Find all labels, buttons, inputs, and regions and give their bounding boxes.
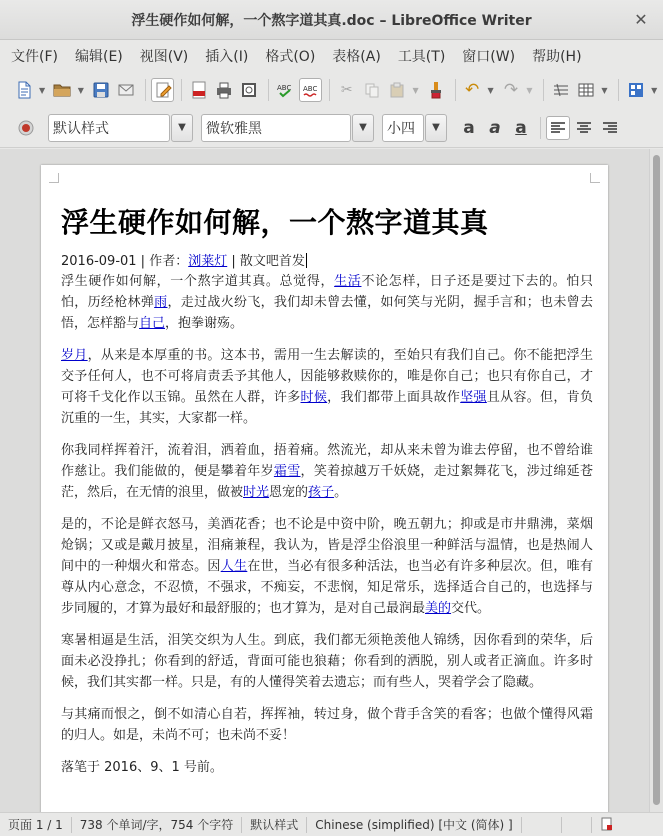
- email-icon[interactable]: [115, 78, 138, 102]
- hyperlink-icon[interactable]: [549, 78, 572, 102]
- toolbar-separator: [268, 79, 269, 101]
- paste-icon[interactable]: [386, 78, 409, 102]
- paragraph-text: ，走过战火纷飞，我们却未曾去懂，如何笑与光阴，握手言和；也未曾去悟，怎样豁与: [61, 295, 593, 331]
- chevron-down-icon: ▼: [359, 122, 367, 133]
- chevron-down-icon[interactable]: ▼: [601, 85, 608, 95]
- font-name-dropdown[interactable]: [352, 114, 374, 142]
- chevron-down-icon[interactable]: ▼: [526, 85, 533, 95]
- toolbar-separator: [329, 79, 330, 101]
- menu-edit[interactable]: 编辑(E): [74, 49, 123, 65]
- export-pdf-icon[interactable]: [187, 78, 210, 102]
- paragraph-style-dropdown[interactable]: [171, 114, 193, 142]
- status-page-style[interactable]: 默认样式: [242, 817, 307, 833]
- document-page[interactable]: [41, 165, 608, 812]
- status-page[interactable]: 页面 1 / 1: [0, 817, 72, 833]
- paragraph-text: 浮生硬作如何解，一个熬字道其真。总觉得，: [61, 274, 335, 289]
- chevron-down-icon[interactable]: ▼: [412, 85, 419, 95]
- menu-insert[interactable]: 插入(I): [205, 49, 249, 65]
- paragraph-text: 寒暑相逼是生活，泪笑交织为人生。到底，我们都无须艳羡他人锦绣，因你看到的荣华，后面未必没挣扎；你看到的舒适，背面可能也狼藉；你看到的洒脱，别人或者正滴血。许多时候，我们其实都一样。只是，有的人懂得笑着去遗忘；而有些人，哭着学会了隐藏。: [61, 633, 593, 690]
- page-corner-mark: [49, 173, 59, 183]
- save-icon[interactable]: [90, 78, 113, 102]
- status-language[interactable]: Chinese (simplified) [中文 (简体) ]: [307, 817, 521, 833]
- redo-icon[interactable]: ↷: [503, 80, 519, 100]
- document-heading: 浮生硬作如何解，一个熬字道其真: [61, 206, 489, 239]
- author-link[interactable]: 浏莱灯: [188, 254, 228, 269]
- paragraph-text: 。: [334, 485, 348, 500]
- chevron-down-icon[interactable]: ▼: [487, 85, 494, 95]
- align-left-icon[interactable]: [546, 116, 570, 140]
- close-icon[interactable]: ✕: [634, 10, 648, 29]
- menu-format[interactable]: 格式(O): [265, 49, 316, 65]
- document-meta: [61, 253, 593, 271]
- paragraph-text: 是的，不论是鲜衣怒马，美酒花香；也不论是中资中阶，晚五朝九；抑或是市井鼎沸，菜烟炝锅；又或是戴月披星，泪痛兼程，我认为，皆是浮尘俗浪里一种鲜活与温情，也是热闹人间中的一种烟火和常态。因: [61, 517, 593, 574]
- paragraph-text: 恩宠的: [269, 485, 309, 500]
- menu-bar: [0, 40, 663, 72]
- paragraph-text: 交代。: [451, 601, 491, 616]
- new-document-icon[interactable]: [12, 78, 35, 102]
- cut-icon[interactable]: ✂: [340, 82, 353, 98]
- spellcheck-icon[interactable]: [274, 78, 297, 102]
- bold-icon[interactable]: a: [463, 117, 475, 138]
- inline-link[interactable]: 生活: [334, 274, 362, 289]
- inline-link[interactable]: 雨: [154, 295, 168, 310]
- clone-formatting-icon[interactable]: [424, 78, 447, 102]
- chevron-down-icon[interactable]: ▼: [651, 85, 658, 95]
- toolbar-separator: [540, 117, 541, 139]
- inline-link[interactable]: 时光: [243, 485, 270, 500]
- paragraph-text: 在世，当必有很多种活法，也当必有许多种层次。但，唯有尊从内心意念，不忍愤，不强求，不痴妄，不悲悯，知足常乐，选择适合自己的，也选择与步同履的，才算为最好和最舒服的；也才算为，是对自己最润最: [61, 559, 593, 616]
- status-insert-mode[interactable]: [522, 817, 562, 833]
- document-area[interactable]: [0, 149, 649, 812]
- font-size-dropdown[interactable]: [425, 114, 447, 142]
- paragraph-6: 与其痛而恨之，倒不如清心自若，挥挥袖，转过身，做个背手含笑的看客；也做个懂得风霜的归人。如是，未尚不可；也未尚不妥！: [61, 707, 593, 743]
- inline-link[interactable]: 自己: [139, 316, 166, 331]
- paragraph-text: ，笑着掠越万千妖娆，走过絮舞花飞，涉过绵延苍茫，然后，在无情的浪里，做被: [61, 464, 593, 500]
- toolbar-separator: [181, 79, 182, 101]
- font-name-value: 微软雅黑: [206, 120, 262, 137]
- scrollbar-thumb[interactable]: [653, 155, 660, 805]
- paragraph-text: 且从容。但，肯负沉重的一生，其实，大家都一样。: [61, 390, 593, 426]
- meta-date: 2016-09-01 | 作者：: [61, 254, 189, 269]
- font-size-combo[interactable]: [382, 114, 424, 142]
- standard-toolbar: [0, 72, 663, 108]
- styles-icon[interactable]: [14, 116, 38, 140]
- document-modified-icon[interactable]: [592, 817, 622, 833]
- paragraph-text: 你我同样挥着汗，流着泪，洒着血，捂着痛。然流光，却从来未曾为谁去停留，也不曾给谁作慈让。我们能做的，便是攀着年岁: [61, 443, 593, 479]
- inline-link[interactable]: 霜雪: [273, 464, 301, 479]
- chevron-down-icon[interactable]: ▼: [77, 85, 84, 95]
- undo-icon[interactable]: ↶: [465, 80, 480, 100]
- inline-link[interactable]: 美的: [425, 601, 452, 616]
- menu-help[interactable]: 帮助(H): [532, 49, 582, 65]
- chevron-down-icon[interactable]: ▼: [38, 85, 46, 95]
- window-title: 浮生硬作如何解，一个熬字道其真.doc – LibreOffice Writer: [131, 12, 532, 29]
- table-icon[interactable]: [574, 78, 597, 102]
- toolbar-separator: [455, 79, 456, 101]
- menu-tools[interactable]: 工具(T): [397, 49, 446, 65]
- inline-link[interactable]: 孩子: [308, 485, 335, 500]
- paragraph-7: 落笔于 2016、9、1 号前。: [61, 760, 223, 775]
- navigator-icon[interactable]: [624, 78, 647, 102]
- inline-link[interactable]: 岁月: [61, 348, 88, 363]
- menu-window[interactable]: 窗口(W): [462, 49, 516, 65]
- page-corner-mark: [590, 173, 600, 183]
- status-word-count[interactable]: 738 个单词/字，754 个字符: [72, 817, 242, 833]
- meta-source: | 散文吧首发: [227, 254, 305, 269]
- paragraph-2: [61, 345, 593, 429]
- formatting-toolbar: [0, 108, 663, 148]
- print-preview-icon[interactable]: [238, 78, 261, 102]
- svg-text:ABC: ABC: [277, 84, 292, 92]
- toolbar-separator: [618, 79, 619, 101]
- open-folder-icon[interactable]: [51, 78, 74, 102]
- autospellcheck-icon[interactable]: [299, 78, 322, 102]
- inline-link[interactable]: 人生: [220, 559, 248, 574]
- print-icon[interactable]: [212, 78, 235, 102]
- align-center-icon[interactable]: [572, 116, 596, 140]
- copy-icon[interactable]: [360, 78, 383, 102]
- menu-table[interactable]: 表格(A): [332, 49, 381, 65]
- menu-file[interactable]: 文件(F): [11, 49, 58, 65]
- svg-text:ABC: ABC: [302, 85, 317, 93]
- font-name-combo[interactable]: [201, 114, 351, 142]
- chevron-down-icon: ▼: [178, 122, 186, 133]
- paragraph-text: ，从来是本厚重的书。这本书，需用一生去解读的，至始只有我们自己。你不能把浮生交予任何人，也不可将肩责丢予其他人，因能够救赎你的，唯是你自己；也只有你自己，才可将千戈化作以玉锦。虽然在人群，许多: [61, 348, 593, 405]
- inline-link[interactable]: 时候: [300, 390, 328, 405]
- paragraph-4: [61, 514, 593, 619]
- paragraph-text: 不论怎样，日子还是要过下去的。怕只怕，历经枪林弹: [61, 274, 593, 310]
- paragraph-1: [61, 271, 593, 334]
- paragraph-style-combo[interactable]: [48, 114, 170, 142]
- align-right-icon[interactable]: [598, 116, 622, 140]
- toolbar-separator: [543, 79, 544, 101]
- inline-link[interactable]: 坚强: [460, 390, 487, 405]
- status-bar: [0, 812, 663, 836]
- paragraph-3: [61, 440, 593, 503]
- toolbar-separator: [145, 79, 146, 101]
- italic-icon[interactable]: a: [489, 117, 501, 138]
- title-bar: [0, 0, 663, 40]
- text-cursor: [306, 253, 307, 268]
- paragraph-text: ，我们都带上面具故作: [327, 390, 461, 405]
- status-selection-mode[interactable]: [562, 817, 592, 833]
- menu-view[interactable]: 视图(V): [139, 49, 189, 65]
- document-content[interactable]: [61, 205, 593, 778]
- paragraph-5: [61, 630, 593, 693]
- vertical-scrollbar[interactable]: [649, 149, 663, 812]
- font-size-value: 小四: [387, 120, 415, 137]
- edit-mode-icon[interactable]: [151, 78, 174, 102]
- underline-icon[interactable]: a: [515, 117, 527, 138]
- paragraph-style-value: 默认样式: [53, 120, 109, 137]
- chevron-down-icon: ▼: [432, 122, 440, 133]
- paragraph-text: ，抱拳谢殇。: [165, 316, 244, 331]
